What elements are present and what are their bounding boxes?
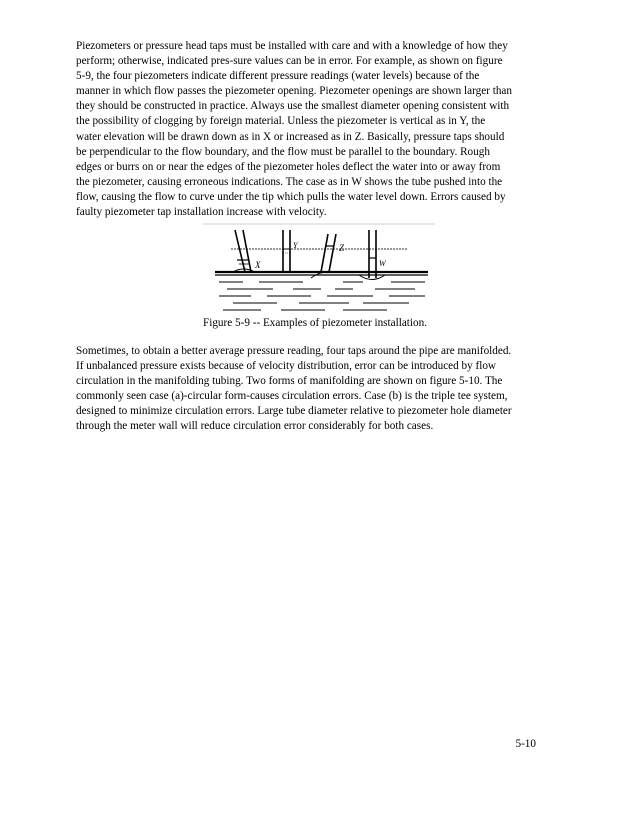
text-line: Sometimes, to obtain a better average pressure reading, four taps around the pipe are manifolded. — [76, 345, 512, 357]
piezometer-y — [283, 230, 290, 272]
flow-streamlines — [219, 282, 425, 310]
piezometer-x — [233, 230, 255, 272]
text-line: flow, causing the flow to curve under the tip which pulls the water level down. Errors caused by — [76, 190, 506, 203]
text-line: commonly seen case (a)-circular form-causes circulation errors. Case (b) is the triple tee system, — [76, 390, 508, 403]
text-line: Piezometers or pressure head taps must be installed with care and with a knowledge of how they — [76, 40, 508, 52]
text-line: the piezometer, causing erroneous indications. The case as in W shows the tube pushed into the — [76, 175, 503, 188]
text-line: the possibility of clogging by foreign material. Unless the piezometer is vertical as in Y, the — [76, 115, 486, 128]
piezometer-figure — [203, 222, 435, 312]
text-line: be perpendicular to the flow boundary, and the flow must be parallel to the boundary. Rough — [76, 145, 490, 158]
text-line: through the meter wall will reduce circulation error considerably for both cases. — [76, 420, 434, 433]
figure-caption — [0, 316, 638, 331]
text-line: they should be constructed in practice. Always use the smallest diameter opening consistent with — [76, 100, 510, 113]
label-z: Z — [339, 243, 345, 253]
paragraph-manifolding — [76, 344, 566, 435]
page-number: 5-10 — [515, 738, 536, 750]
text-line: perform; otherwise, indicated pres-sure values can be in error. For example, as shown on figure — [76, 55, 503, 68]
text-line: 5-9, the four piezometers indicate different pressure readings (water levels) because of the — [76, 70, 480, 83]
text-line: circulation in the manifolding tubing. Two forms of manifolding are shown on figure 5-10. The — [76, 375, 503, 388]
text-line: manner in which flow passes the piezometer opening. Piezometer openings are shown larger than — [76, 85, 512, 98]
text-line: water elevation will be drawn down as in X or increased as in Z. Basically, pressure taps should — [76, 130, 505, 143]
label-w: W — [379, 259, 386, 268]
text-line: faulty piezometer tap installation increase with velocity. — [76, 206, 327, 219]
label-y: Y — [293, 241, 298, 250]
text-line: designed to minimize circulation errors. Large tube diameter relative to piezometer hole diameter — [76, 405, 512, 418]
label-x: X — [255, 260, 261, 270]
text-line: If unbalanced pressure exists because of velocity distribution, error can be introduced by flow — [76, 360, 497, 373]
piezometer-diagram — [203, 222, 435, 312]
figure-caption-text: Figure 5-9 -- Examples of piezometer installation. — [203, 317, 427, 329]
text-line: edges or burrs on or near the edges of the piezometer holes deflect the water into or away from — [76, 160, 501, 173]
paragraph-piezometer-installation — [76, 39, 566, 220]
